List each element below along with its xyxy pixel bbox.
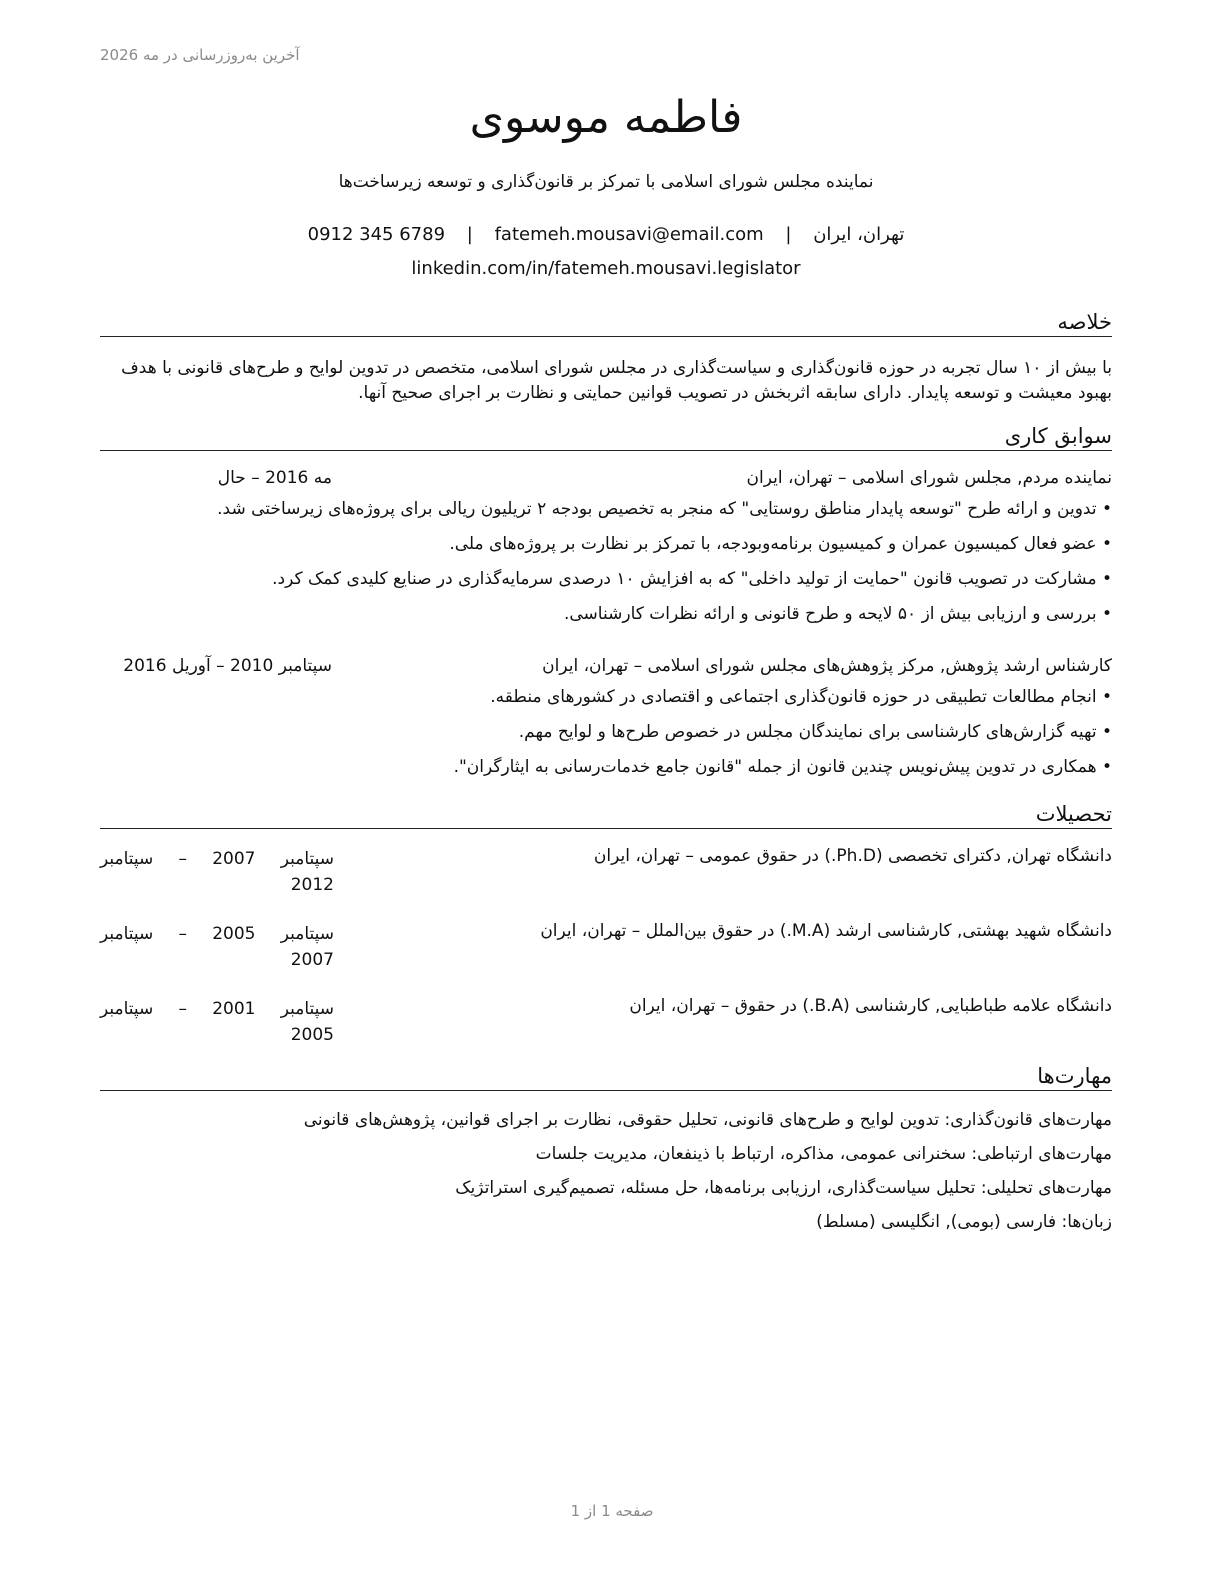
education-date-end: 2007 (290, 950, 334, 970)
job-title: نماینده مردم, مجلس شورای اسلامی – تهران، ایران (746, 468, 1112, 488)
education-date-start: سپتامبر 2005 – سپتامبر (100, 924, 335, 944)
resume-page (100, 0, 1112, 1584)
linkedin-link[interactable]: linkedin.com/in/fatemeh.mousavi.legislator (411, 258, 801, 279)
skill-line: مهارت‌های قانون‌گذاری: تدوین لوایح و طرح‌های قانونی، تحلیل حقوقی، نظارت بر اجرای قوانین، پژوهش‌های قانونی (303, 1110, 1112, 1130)
job-title: کارشناس ارشد پژوهش, مرکز پژوهش‌های مجلس شورای اسلامی – تهران، ایران (542, 656, 1112, 676)
tagline: نماینده مجلس شورای اسلامی با تمرکز بر قانون‌گذاری و توسعه زیرساخت‌ها (338, 172, 874, 192)
section-title-summary: خلاصه (100, 310, 1112, 337)
contact-line (100, 224, 1112, 245)
summary-text: با بیش از ۱۰ سال تجربه در حوزه قانون‌گذاری و سیاست‌گذاری در مجلس شورای اسلامی، متخصص در تدوین لوایح و طرح‌های قانونی با هدف بهبود معیشت و توسعه پایدار. دارای سابقه اثربخش در تصویب قوانین حمایتی و نظارت بر اجرای صحیح آنها. (121, 358, 1112, 403)
job-entry (100, 656, 1112, 682)
education-date-start: سپتامبر 2007 – سپتامبر (100, 849, 335, 869)
education-title: دانشگاه شهید بهشتی, کارشناسی ارشد (M.A.) در حقوق بین‌الملل – تهران، ایران (540, 921, 1112, 941)
separator: | (466, 224, 473, 245)
job-bullet: • تدوین و ارائه طرح "توسعه پایدار مناطق روستایی" که منجر به تخصیص بودجه ۲ تریلیون ریالی برای پروژه‌های زیرساختی شد. (100, 499, 1112, 519)
section-title-education: تحصیلات (100, 802, 1112, 829)
education-title: دانشگاه علامه طباطبایی, کارشناسی (B.A.) در حقوق – تهران، ایران (629, 996, 1112, 1016)
separator: | (785, 224, 792, 245)
job-bullet: • مشارکت در تصویب قانون "حمایت از تولید داخلی" که به افزایش ۱۰ درصدی سرمایه‌گذاری در صنایع کلیدی کمک کرد. (100, 569, 1112, 589)
job-bullet: • بررسی و ارزیابی بیش از ۵۰ لایحه و طرح قانونی و ارائه نظرات کارشناسی. (100, 604, 1112, 624)
page-number: صفحه 1 از 1 (570, 1502, 654, 1520)
education-date (100, 996, 334, 1048)
education-date-start: سپتامبر 2001 – سپتامبر (100, 999, 335, 1019)
job-bullet: • تهیه گزارش‌های کارشناسی برای نمایندگان مجلس در خصوص طرح‌ها و لوایح مهم. (100, 722, 1112, 742)
phone: 0912 345 6789 (307, 224, 446, 245)
section-title-experience: سوابق کاری (100, 424, 1112, 451)
job-date: سپتامبر 2010 – آوریل 2016 (123, 656, 332, 676)
skill-line: مهارت‌های تحلیلی: تحلیل سیاست‌گذاری، ارزیابی برنامه‌ها، حل مسئله، تصمیم‌گیری استراتژیک (455, 1178, 1112, 1198)
job-entry (100, 468, 1112, 494)
education-date (100, 846, 334, 898)
job-bullet: • انجام مطالعات تطبیقی در حوزه قانون‌گذاری اجتماعی و اقتصادی در کشورهای منطقه. (100, 687, 1112, 707)
job-bullet: • عضو فعال کمیسیون عمران و کمیسیون برنامه‌وبودجه، با تمرکز بر نظارت بر پروژه‌های ملی. (100, 534, 1112, 554)
skill-line: مهارت‌های ارتباطی: سخنرانی عمومی، مذاکره، ارتباط با ذینفعان، مدیریت جلسات (535, 1144, 1112, 1164)
education-date (100, 921, 334, 973)
last-updated: آخرین به‌روزرسانی در مه 2026 (100, 46, 300, 64)
location: تهران، ایران (813, 224, 905, 245)
person-name: فاطمه موسوی (469, 92, 743, 143)
section-title-skills: مهارت‌ها (100, 1064, 1112, 1091)
education-date-end: 2005 (290, 1025, 334, 1045)
job-date: مه 2016 – حال (217, 468, 332, 488)
education-date-end: 2012 (290, 875, 334, 895)
skill-line: زبان‌ها: فارسی (بومی), انگلیسی (مسلط) (816, 1212, 1112, 1232)
job-bullet: • همکاری در تدوین پیش‌نویس چندین قانون از جمله "قانون جامع خدمات‌رسانی به ایثارگران". (100, 757, 1112, 777)
education-title: دانشگاه تهران, دکترای تخصصی (Ph.D.) در حقوق عمومی – تهران، ایران (593, 846, 1112, 866)
email-link[interactable]: fatemeh.mousavi@email.com (494, 224, 764, 245)
